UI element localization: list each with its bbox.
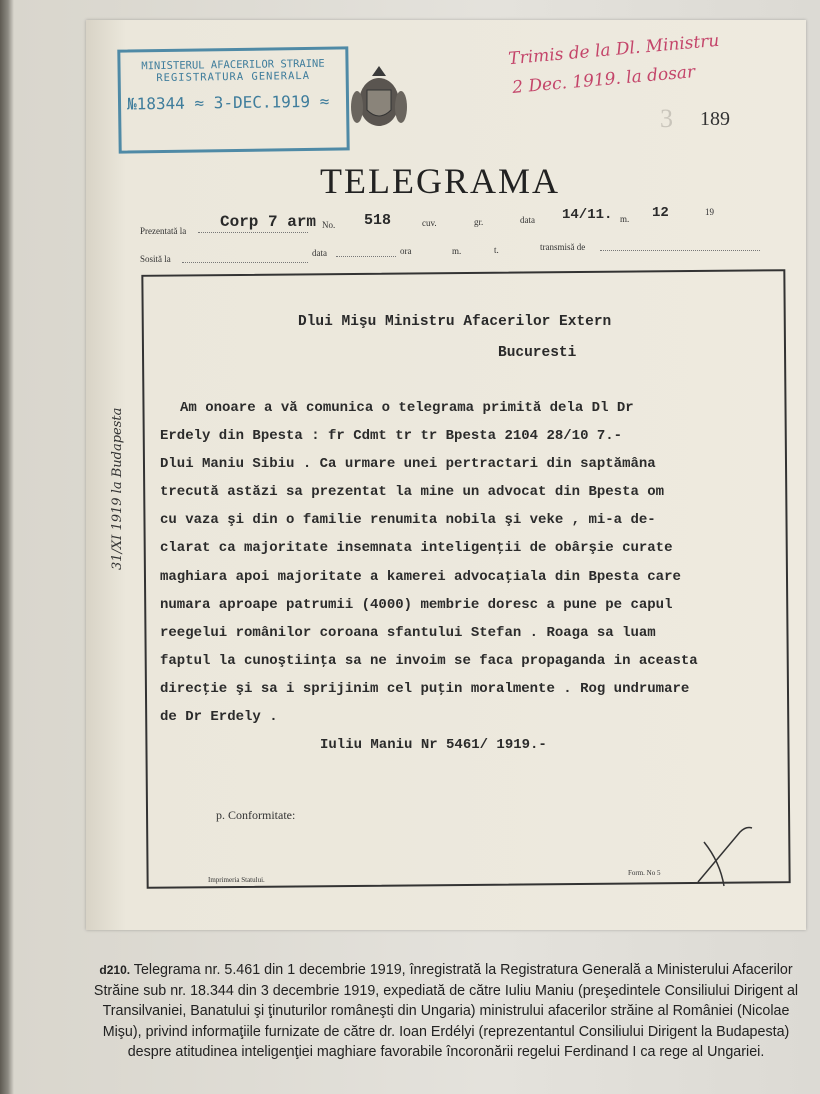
body-line: trecută astăzi sa prezentat la mine un advocat din Bpesta om [160,484,665,501]
document-title: TELEGRAMA [320,161,560,201]
body-line: reegelui românilor coroana sfantului Stefan . Roaga sa luam [160,624,656,641]
conformitate-label: p. Conformitate: [216,808,296,822]
signature-line: Iuliu Maniu Nr 5461/ 1919.- [320,737,547,754]
body-line: numara aproape patrumii (4000) membrie doresc a pune pe capul [160,596,673,613]
no-label: No. [322,220,336,230]
sosita-label: Sosită la [140,254,171,264]
date-value: 14/11. [562,207,613,223]
telegram-body [160,398,780,763]
page-number: 189 [700,108,730,130]
caption-number: d210. [99,963,131,977]
page-number-ghost: 3 [660,104,673,133]
t-label: t. [494,245,499,255]
year-suffix: 19 [705,207,714,217]
body-line: clarat ca majoritate insemnata inteligenţii de obârşie curate [160,540,673,557]
coat-of-arms-icon [350,62,408,134]
body-line: de Dr Erdely . [160,709,278,726]
data2-label: data [312,248,327,258]
stamp-line-2: REGISTRATURA GENERALA [156,69,311,85]
stamp-line-1: MINISTERUL AFACERILOR STRAINE [141,57,325,73]
figure-caption [86,960,806,1063]
prezentata-value: Corp 7 arm [220,213,317,231]
no-value: 518 [364,212,392,229]
body-line: faptul la cunoştiinţa sa ne invoim se faca propaganda in aceasta [160,652,698,669]
ora-label: ora [400,246,412,256]
handwritten-note-line2: 2 Dec. 1919. la dosar [511,62,696,98]
m-label: m. [620,214,630,224]
time-value: 12 [652,205,669,221]
body-line: direcţie şi sa i sprijinim cel puţin moralmente . Rog undrumare [160,680,690,697]
address-city: Bucuresti [498,345,577,361]
caption-text: Telegrama nr. 5.461 din 1 decembrie 1919, înregistrată la Registratura Generală a Ministerului Afacerilor Străine sub nr. 18.344 din 3 decembrie 1919, expediată de către Iuliu Maniu (preşedintele Consiliului Dirigent al Transilvaniei, Banatului şi ţinuturilor româneşti din Ungaria) ministrului afacerilor străine al României (Nicolae Mişu), privind informaţiile furnizate de către dr. Ioan Erdélyi (reprezentantul Consiliului Dirigent la Budapesta) despre atitudinea inteligenţiei maghiare favorabile încoronării regelui Ferdinand I ca rege al Ungariei. [93,962,799,1060]
registry-stamp [117,46,349,153]
side-handwritten-note: 31/XI 1919 la Budapesta [110,407,125,570]
handwritten-note-line1: Trimis de la Dl. Ministru [507,30,721,70]
printer-label: Imprimeria Statului. [208,876,265,884]
m2-label: m. [452,246,462,256]
body-line: cu vaza şi din o familie renumita nobila şi veke , mi-a de- [160,512,656,529]
gr-label: gr. [474,217,484,227]
cuv-label: cuv. [422,218,437,228]
body-line: Dlui Maniu Sibiu . Ca urmare unei pertractari din saptămâna [160,456,656,473]
body-line: maghiara apoi majoritate a kamerei advocaţiala din Bpesta care [160,568,681,585]
data-label: data [520,215,535,225]
transmisa-label: transmisă de [540,242,586,252]
prezentata-label: Prezentată la [140,226,187,236]
body-line: Am onoare a vă comunica o telegrama primită dela Dl Dr [180,400,634,416]
stamp-line-3: №18344 ≈ 3-DEC.1919 ≈ [126,91,330,114]
body-line: Erdely din Bpesta : fr Cdmt tr tr Bpesta 2104 28/10 7.- [160,428,623,445]
address-line: Dlui Mişu Ministru Afacerilor Extern [298,314,612,330]
handwritten-cross-mark-icon [690,822,760,888]
form-number: Form. No 5 [628,869,661,877]
